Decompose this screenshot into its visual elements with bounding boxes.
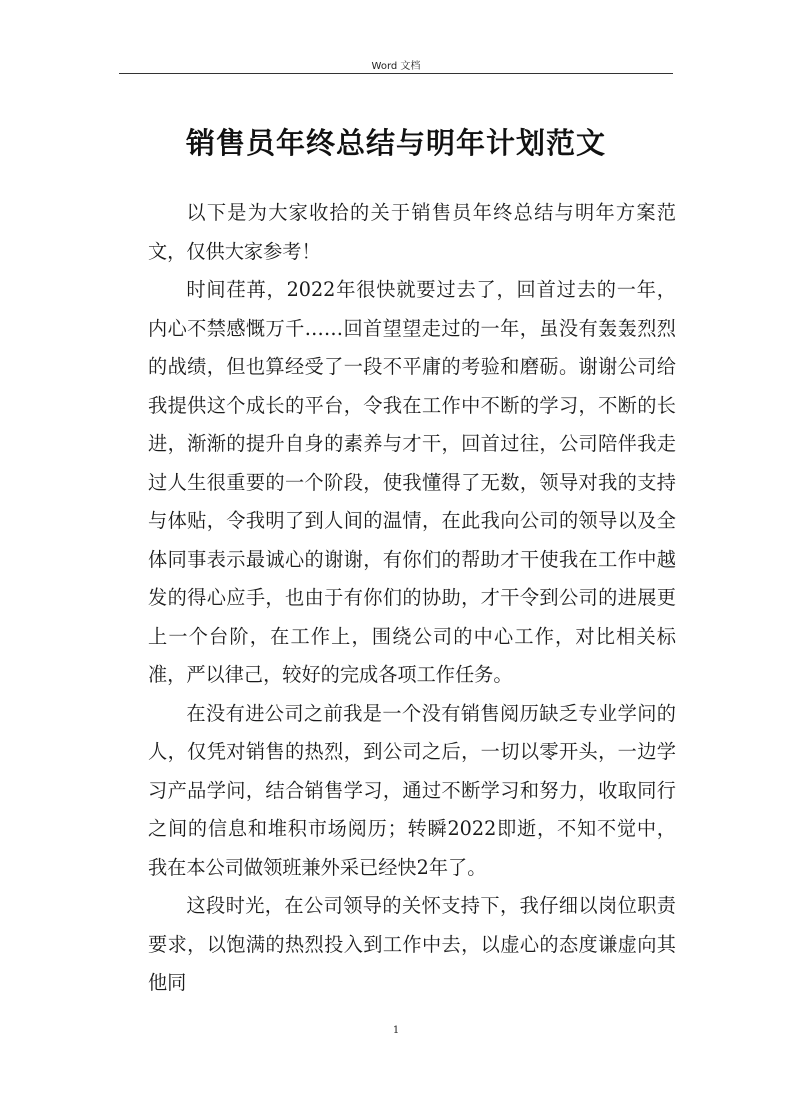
- document-body: [148, 194, 676, 1003]
- paragraph-review: 时间荏苒，2022年很快就要过去了，回首过去的一年，内心不禁感慨万千……回首望望走过的一年，虽没有轰轰烈烈的战绩，但也算经受了一段不平庸的考验和磨砺。谢谢公司给我提供这个成长的平台，令我在工作中不断的学习，不断的长进，渐渐的提升自身的素养与才干，回首过往，公司陪伴我走过人生很重要的一个阶段，使我懂得了无数，领导对我的支持与体贴，令我明了到人间的温情，在此我向公司的领导以及全体同事表示最诚心的谢谢，有你们的帮助才干使我在工作中越发的得心应手，也由于有你们的协助，才干令到公司的进展更上一个台阶，在工作上，围绕公司的中心工作，对比相关标准，严以律己，较好的完成各项工作任务。: [148, 278, 676, 686]
- paragraph-background: 在没有进公司之前我是一个没有销售阅历缺乏专业学问的人，仅凭对销售的热烈，到公司之后，一切以零开头，一边学习产品学问，结合销售学习，通过不断学习和努力，收取同行之间的信息和堆积市场阅历；转瞬2022即逝，不知不觉中，我在本公司做领班兼外采已经快2年了。: [148, 701, 676, 879]
- paragraph-intro: 以下是为大家收拾的关于销售员年终总结与明年方案范文，仅供大家参考！: [148, 201, 676, 263]
- document-header-label: Word 文档: [371, 61, 421, 72]
- document-title: 销售员年终总结与明年计划范文: [185, 126, 606, 160]
- header-divider: [119, 73, 673, 74]
- paragraph-period: 这段时光，在公司领导的关怀支持下，我仔细以岗位职责要求，以饱满的热烈投入到工作中去，以虚心的态度谦虚向其他同: [148, 894, 676, 994]
- page-number: 1: [392, 1025, 400, 1036]
